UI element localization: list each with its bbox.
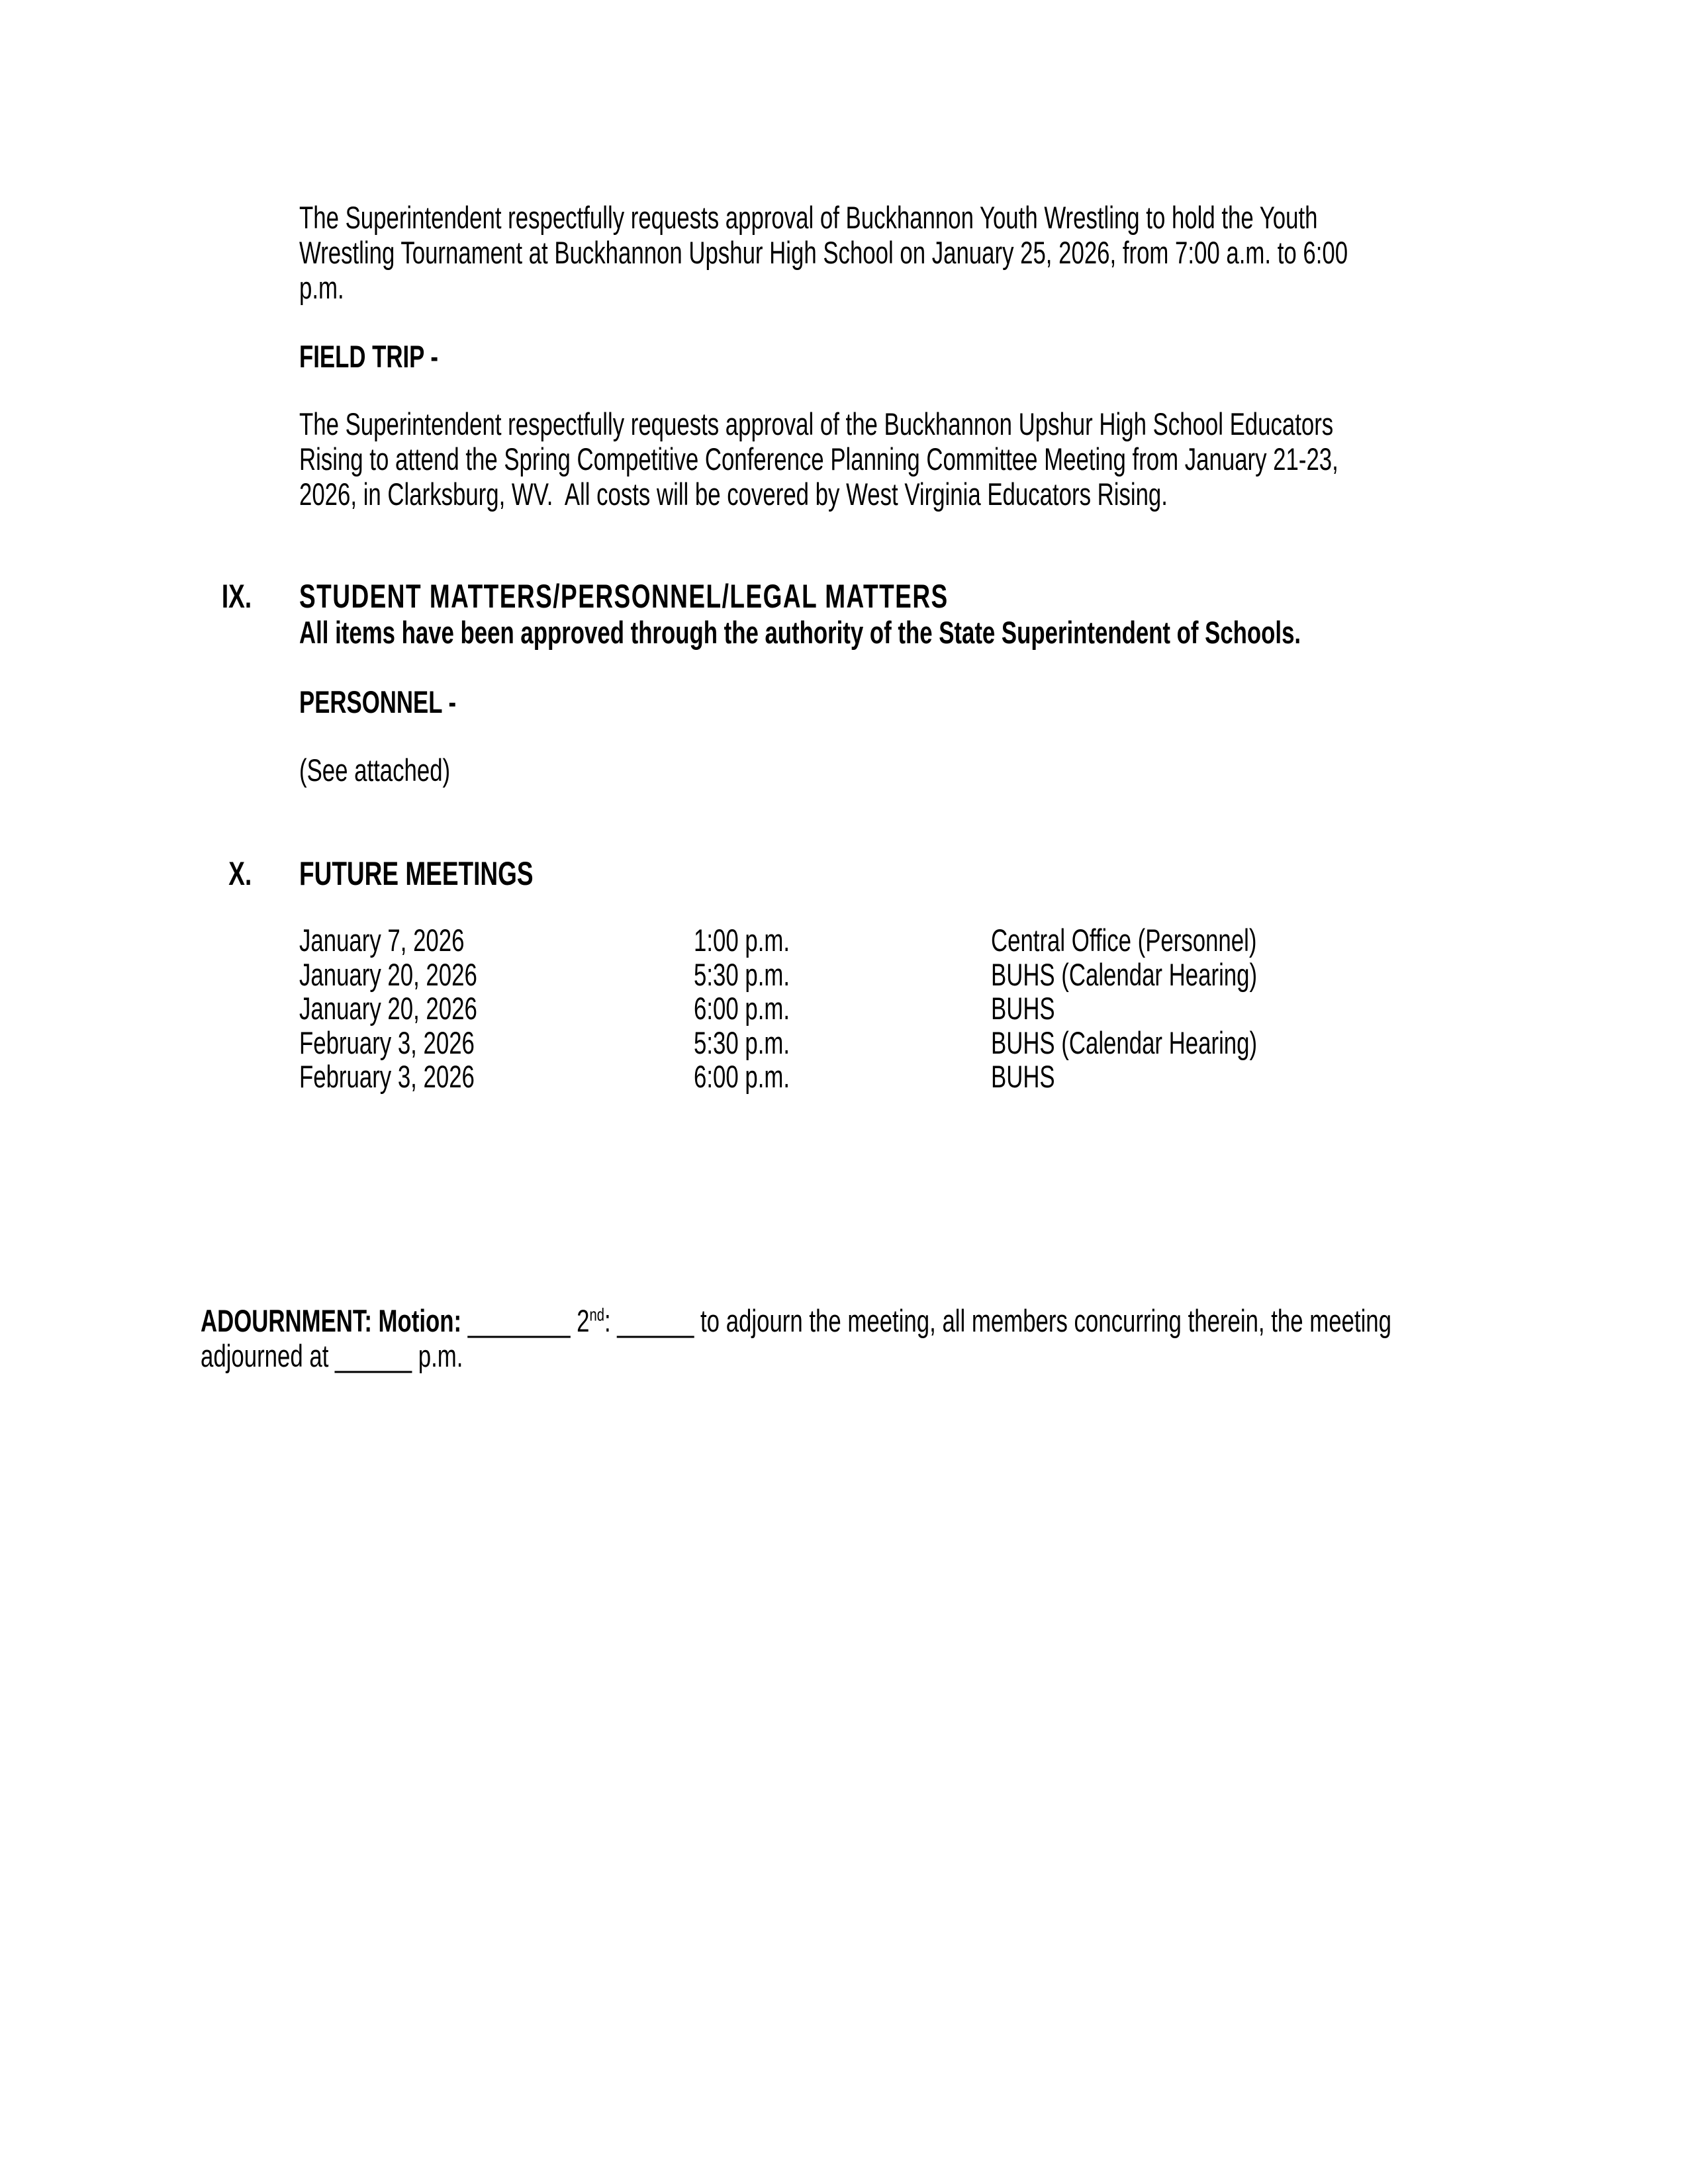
time-blank: ______ <box>335 1338 412 1373</box>
meeting-location: Central Office (Personnel) <box>991 923 1257 958</box>
meeting-date: February 3, 2026 <box>299 1024 475 1060</box>
second-ordinal: 2 <box>577 1303 590 1338</box>
meeting-row <box>299 923 1425 957</box>
meeting-row <box>299 1059 1425 1093</box>
meeting-location: BUHS (Calendar Hearing) <box>991 1024 1258 1060</box>
text-line: p.m. <box>299 270 344 305</box>
second-blank: ______ <box>617 1303 694 1338</box>
adjournment-text: to adjourn the meeting, all members concurring therein, the meeting <box>700 1303 1391 1338</box>
adjournment-lead: ADOURNMENT: Motion: <box>201 1303 468 1338</box>
motion-blank: ________ <box>467 1303 571 1338</box>
text-line: Wrestling Tournament at Buckhannon Upshur High School on January 25, 2026, from 7:00 a.m. to 6:00 <box>299 235 1348 270</box>
approval-paragraph-wrestling <box>299 200 1688 305</box>
text-line: Rising to attend the Spring Competitive Conference Planning Committee Meeting from January 21-23, <box>299 441 1338 477</box>
meeting-date: January 7, 2026 <box>299 923 465 958</box>
section-ix-numeral: IX. <box>221 578 252 615</box>
meeting-location: BUHS <box>991 1059 1055 1094</box>
meeting-time: 6:00 p.m. <box>694 1059 790 1094</box>
future-meetings-table <box>299 923 1425 1093</box>
meeting-time: 5:30 p.m. <box>694 1024 790 1060</box>
meeting-time: 5:30 p.m. <box>694 956 790 992</box>
text-line: The Superintendent respectfully requests approval of the Buckhannon Upshur High School Educators <box>299 406 1334 441</box>
meeting-row <box>299 957 1425 991</box>
section-x-title: FUTURE MEETINGS <box>299 855 534 892</box>
meeting-date: January 20, 2026 <box>299 956 477 992</box>
text-line: The Superintendent respectfully requests approval of Buckhannon Youth Wrestling to hold the Youth <box>299 200 1318 235</box>
section-ix-subtitle: All items have been approved through the authority of the State Superintendent of Schools. <box>299 615 1301 650</box>
meeting-time: 1:00 p.m. <box>694 923 790 958</box>
meeting-date: January 20, 2026 <box>299 991 477 1026</box>
personnel-heading: PERSONNEL - <box>299 684 457 719</box>
text-line: 2026, in Clarksburg, WV. All costs will be covered by West Virginia Educators Rising. <box>299 477 1168 512</box>
meeting-date: February 3, 2026 <box>299 1059 475 1094</box>
meeting-location: BUHS (Calendar Hearing) <box>991 956 1258 992</box>
adjournment-text: adjourned at <box>201 1338 336 1373</box>
section-x-numeral: X. <box>228 855 252 892</box>
meeting-row <box>299 1025 1425 1060</box>
adjournment-paragraph: ADOURNMENT: Motion: ________ 2nd: ______ to adjourn the meeting, all members concurring therein, the meeting adjourned at ______ p.m. <box>201 1303 1391 1373</box>
field-trip-heading: FIELD TRIP - <box>299 339 438 374</box>
see-attached-note: (See attached) <box>299 752 451 788</box>
meeting-row <box>299 991 1425 1025</box>
approval-paragraph-field-trip <box>299 406 1688 512</box>
meeting-location: BUHS <box>991 991 1055 1026</box>
meeting-time: 6:00 p.m. <box>694 991 790 1026</box>
section-ix-title: STUDENT MATTERS/PERSONNEL/LEGAL MATTERS <box>299 578 949 615</box>
pm-label: p.m. <box>418 1338 463 1373</box>
second-ordinal-suffix: nd <box>589 1304 604 1325</box>
